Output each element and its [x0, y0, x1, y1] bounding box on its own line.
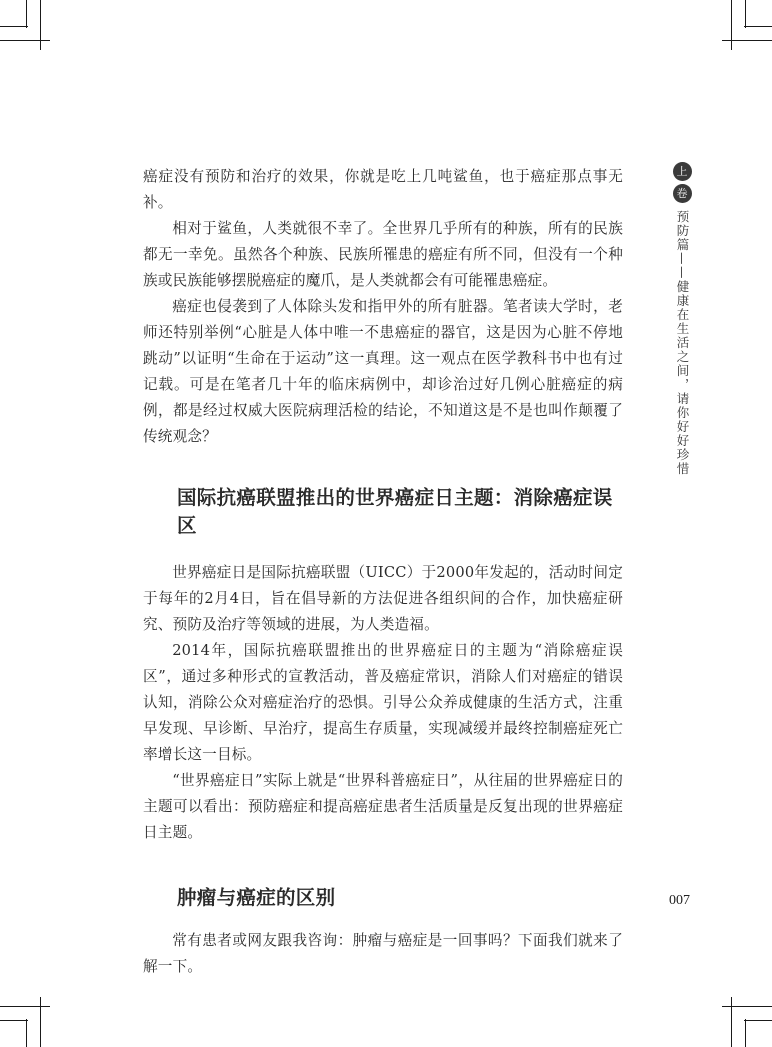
paragraph: 2014年，国际抗癌联盟推出的世界癌症日的主题为“消除癌症误区”，通过多种形式的宣教活动，普及癌症常识，消除人们对癌症的错误认知，消除公众对癌症治疗的恐惧。引导公众养成健康的生活方式，注重早发现、早诊断、早治疗，提高生存质量，实现减缓并最终控制癌症死亡率增长这一目标。 [143, 642, 623, 763]
page-number: 007 [669, 893, 690, 908]
paragraph: 癌症没有预防和治疗的效果，你就是吃上几吨鲨鱼，也于癌症那点事无补。 [143, 168, 623, 211]
crop-mark [745, 0, 746, 28]
paragraph: 常有患者或网友跟我咨询：肿瘤与癌症是一回事吗？下面我们就来了解一下。 [143, 932, 623, 975]
crop-mark [0, 1006, 50, 1007]
crop-mark [0, 26, 28, 27]
volume-badge: 卷 [673, 184, 692, 203]
crop-mark [40, 0, 41, 50]
volume-badge: 上 [673, 162, 692, 181]
crop-mark [722, 1006, 772, 1007]
crop-mark [731, 0, 732, 50]
crop-mark [744, 1020, 772, 1021]
crop-mark [731, 997, 732, 1047]
crop-mark [722, 40, 772, 41]
crop-mark [744, 26, 772, 27]
page-body [143, 164, 623, 980]
section-heading: 国际抗癌联盟推出的世界癌症日主题：消除癌症误区 [177, 486, 613, 537]
crop-mark [40, 997, 41, 1047]
crop-mark [26, 1019, 27, 1047]
paragraph: 相对于鲨鱼，人类就很不幸了。全世界几乎所有的种族，所有的民族都无一幸免。虽然各个种族、民族所罹患的癌症有所不同，但没有一个种族或民族能够摆脱癌症的魔爪，是人类就都会有可能罹患癌症。 [143, 220, 623, 289]
running-header-text: 预防篇——健康在生活之间，请你好好珍惜 [675, 210, 690, 476]
section-heading: 肿瘤与癌症的区别 [177, 886, 336, 909]
paragraph: 癌症也侵袭到了人体除头发和指甲外的所有脏器。笔者读大学时，老师还特别举例“心脏是人体中唯一不患癌症的器官，这是因为心脏不停地跳动”以证明“生命在于运动”这一真理。这一观点在医学教科书中也有过记载。可是在笔者几十年的临床病例中，却诊治过好几例心脏癌症的病例，都是经过权威大医院病理活检的结论，不知道这是不是也叫作颠覆了传统观念？ [143, 298, 623, 445]
paragraph: 世界癌症日是国际抗癌联盟（UICC）于2000年发起的，活动时间定于每年的2月4日，旨在倡导新的方法促进各组织间的合作，加快癌症研究、预防及治疗等领域的进展，为人类造福。 [143, 564, 623, 633]
running-header [672, 162, 692, 476]
paragraph: “世界癌症日”实际上就是“世界科普癌症日”，从往届的世界癌症日的主题可以看出：预防癌症和提高癌症患者生活质量是反复出现的世界癌症日主题。 [143, 772, 623, 841]
crop-mark [0, 40, 50, 41]
crop-mark [26, 0, 27, 28]
crop-mark [0, 1020, 28, 1021]
crop-mark [745, 1019, 746, 1047]
